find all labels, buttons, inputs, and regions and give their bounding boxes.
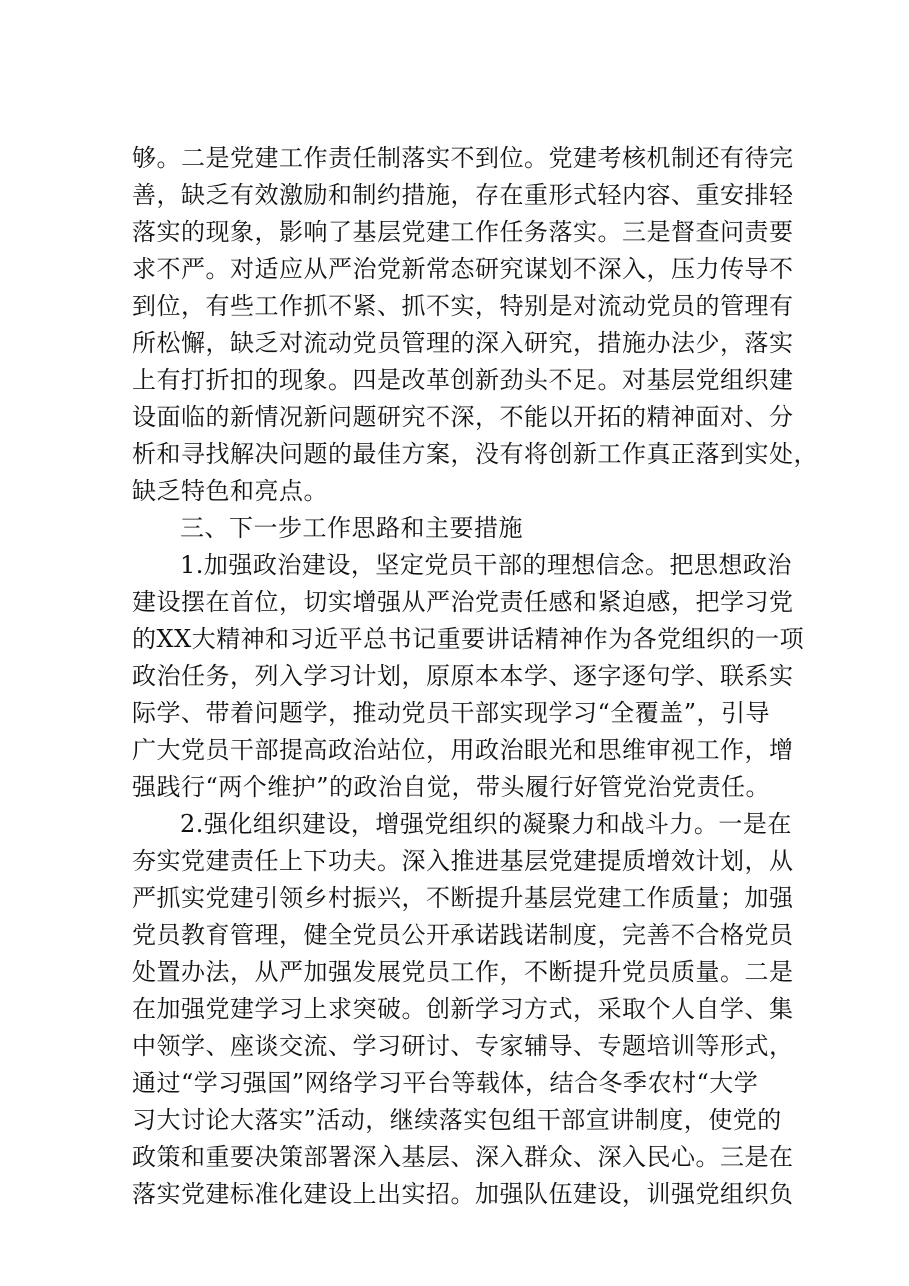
text-line: 够。二是党建工作责任制落实不到位。党建考核机制还有待完 (132, 144, 794, 172)
text-line: 在加强党建学习上求突破。创新学习方式，采取个人自学、集 (132, 995, 794, 1023)
text-line: 析和寻找解决问题的最佳方案，没有将创新工作真正落到实处， (132, 440, 818, 468)
text-line: 缺乏特色和亮点。 (132, 477, 328, 505)
text-line: 严抓实党建引领乡村振兴，不断提升基层党建工作质量；加强 (132, 884, 794, 912)
paragraph-organization-building (132, 806, 792, 1213)
text-line: 强践行“两个维护”的政治自觉，带头履行好管党治党责任。 (132, 773, 771, 801)
section-heading (132, 510, 792, 547)
text-line: 落实的现象，影响了基层党建工作任务落实。三是督查问责要 (132, 218, 794, 246)
paragraph-problems-continued (132, 140, 818, 510)
text-line: 设面临的新情况新问题研究不深，不能以开拓的精神面对、分 (132, 403, 794, 431)
text-line: 通过“学习强国”网络学习平台等载体，结合冬季农村“大学 (132, 1069, 759, 1097)
text-line: 党员教育管理，健全党员公开承诺践诺制度，完善不合格党员 (132, 921, 794, 949)
text-line: 建设摆在首位，切实增强从严治党责任感和紧迫感，把学习党 (132, 588, 794, 616)
text-line: 处置办法，从严加强发展党员工作，不断提升党员质量。二是 (132, 958, 794, 986)
text-line: 到位，有些工作抓不紧、抓不实，特别是对流动党员的管理有 (132, 292, 794, 320)
text-line: 夯实党建责任上下功夫。深入推进基层党建提质增效计划，从 (132, 847, 794, 875)
text-line: 政策和重要决策部署深入基层、深入群众、深入民心。三是在 (132, 1143, 794, 1171)
text-line: 1.加强政治建设，坚定党员干部的理想信念。把思想政治 (180, 551, 792, 579)
text-line: 求不严。对适应从严治党新常态研究谋划不深入，压力传导不 (132, 255, 794, 283)
text-line: 政治任务，列入学习计划，原原本本学、逐字逐句学、联系实 (132, 662, 794, 690)
text-line: 所松懈，缺乏对流动党员管理的深入研究，措施办法少，落实 (132, 329, 794, 357)
text-line: 际学、带着问题学，推动党员干部实现学习“全覆盖”，引导 (132, 699, 771, 727)
text-line: 落实党建标准化建设上出实招。加强队伍建设，训强党组织负 (132, 1180, 794, 1208)
text-line: 善，缺乏有效激励和制约措施，存在重形式轻内容、重安排轻 (132, 181, 794, 209)
text-line: 习大讨论大落实”活动，继续落实包组干部宣讲制度，使党的 (132, 1106, 782, 1134)
text-line: 广大党员干部提高政治站位，用政治眼光和思维审视工作，增 (132, 736, 794, 764)
section-heading-text: 三、下一步工作思路和主要措施 (180, 514, 523, 542)
text-line: 中领学、座谈交流、学习研讨、专家辅导、专题培训等形式， (132, 1032, 794, 1060)
document-body (132, 140, 818, 1213)
text-line: 的XX大精神和习近平总书记重要讲话精神作为各党组织的一项 (132, 625, 805, 653)
text-line: 2.强化组织建设，增强党组织的凝聚力和战斗力。一是在 (180, 810, 792, 838)
paragraph-political-building (132, 547, 805, 806)
text-line: 上有打折扣的现象。四是改革创新劲头不足。对基层党组织建 (132, 366, 794, 394)
